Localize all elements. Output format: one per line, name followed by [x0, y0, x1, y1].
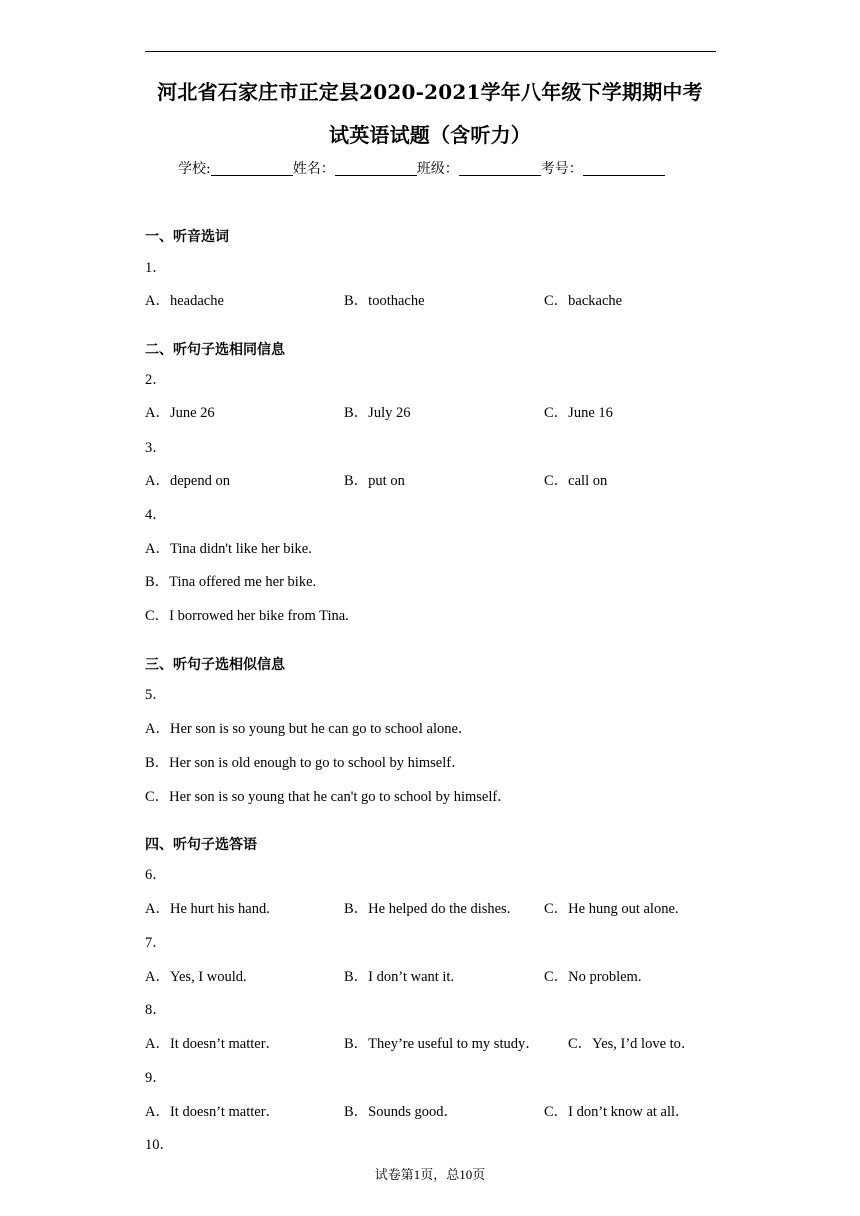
option-a: A．Tina didn't like her bike.	[145, 541, 312, 557]
option-a: A．depend on	[145, 473, 230, 489]
option-b: B．Tina offered me her bike.	[145, 574, 317, 590]
option-c: C．I borrowed her bike from Tina.	[145, 608, 349, 624]
option-c: C．He hung out alone.	[544, 901, 679, 917]
top-rule	[145, 51, 716, 52]
option-a: A．It doesn’t matter．	[145, 1104, 281, 1120]
school-blank[interactable]	[211, 161, 293, 176]
option-a: A．June 26	[145, 405, 215, 421]
option-c: C．June 16	[544, 405, 613, 421]
option-b: B．put on	[344, 473, 405, 489]
question-number: 4．	[145, 507, 167, 523]
option-a: A．He hurt his hand.	[145, 901, 270, 917]
option-c: C．Yes, I’d love to．	[568, 1036, 696, 1052]
question-number: 7．	[145, 935, 167, 951]
page-footer: 试卷第1页，总10页	[374, 1167, 486, 1182]
question-number: 5．	[145, 687, 167, 703]
option-b: B．Her son is old enough to go to school by himself．	[145, 755, 466, 771]
option-b: B．July 26	[344, 405, 411, 421]
class-label: 班级：	[416, 161, 459, 177]
exam-no-label: 考号：	[540, 161, 583, 177]
class-blank[interactable]	[459, 161, 541, 176]
option-b: B．They’re useful to my study．	[344, 1036, 540, 1052]
option-b: B．Sounds good．	[344, 1104, 459, 1120]
option-c: C．backache	[544, 293, 623, 309]
question-number: 1．	[145, 260, 167, 276]
option-b: B．He helped do the dishes.	[344, 901, 511, 917]
question-number: 8．	[145, 1002, 167, 1018]
exam-title-line-2: 试英语试题（含听力）	[329, 123, 531, 147]
school-label: 学校:	[178, 161, 211, 177]
section-heading: 四、听句子选答语	[145, 837, 257, 853]
section-heading: 三、听句子选相似信息	[145, 657, 285, 673]
question-number: 9．	[145, 1070, 167, 1086]
name-label: 姓名：	[292, 161, 335, 177]
exam-title-line-1: 河北省石家庄市正定县2020-2021学年八年级下学期期中考	[157, 80, 703, 104]
option-c: C．I don’t know at all．	[544, 1104, 690, 1120]
option-b: B．toothache	[344, 293, 425, 309]
section-heading: 一、听音选词	[145, 229, 229, 245]
option-c: C．call on	[544, 473, 608, 489]
option-a: A．It doesn’t matter．	[145, 1036, 281, 1052]
question-number: 2．	[145, 372, 167, 388]
section-heading: 二、听句子选相同信息	[145, 342, 285, 358]
question-number: 3．	[145, 440, 167, 456]
question-number: 10．	[145, 1137, 174, 1153]
question-number: 6．	[145, 867, 167, 883]
option-a: A．Her son is so young but he can go to school alone．	[145, 721, 473, 737]
name-blank[interactable]	[335, 161, 417, 176]
option-c: C．No problem.	[544, 969, 642, 985]
student-info-line	[178, 158, 665, 178]
option-c: C．Her son is so young that he can't go to school by himself．	[145, 789, 512, 805]
option-a: A．Yes, I would.	[145, 969, 247, 985]
option-a: A．headache	[145, 293, 224, 309]
option-b: B．I don’t want it.	[344, 969, 455, 985]
exam-no-blank[interactable]	[583, 161, 665, 176]
